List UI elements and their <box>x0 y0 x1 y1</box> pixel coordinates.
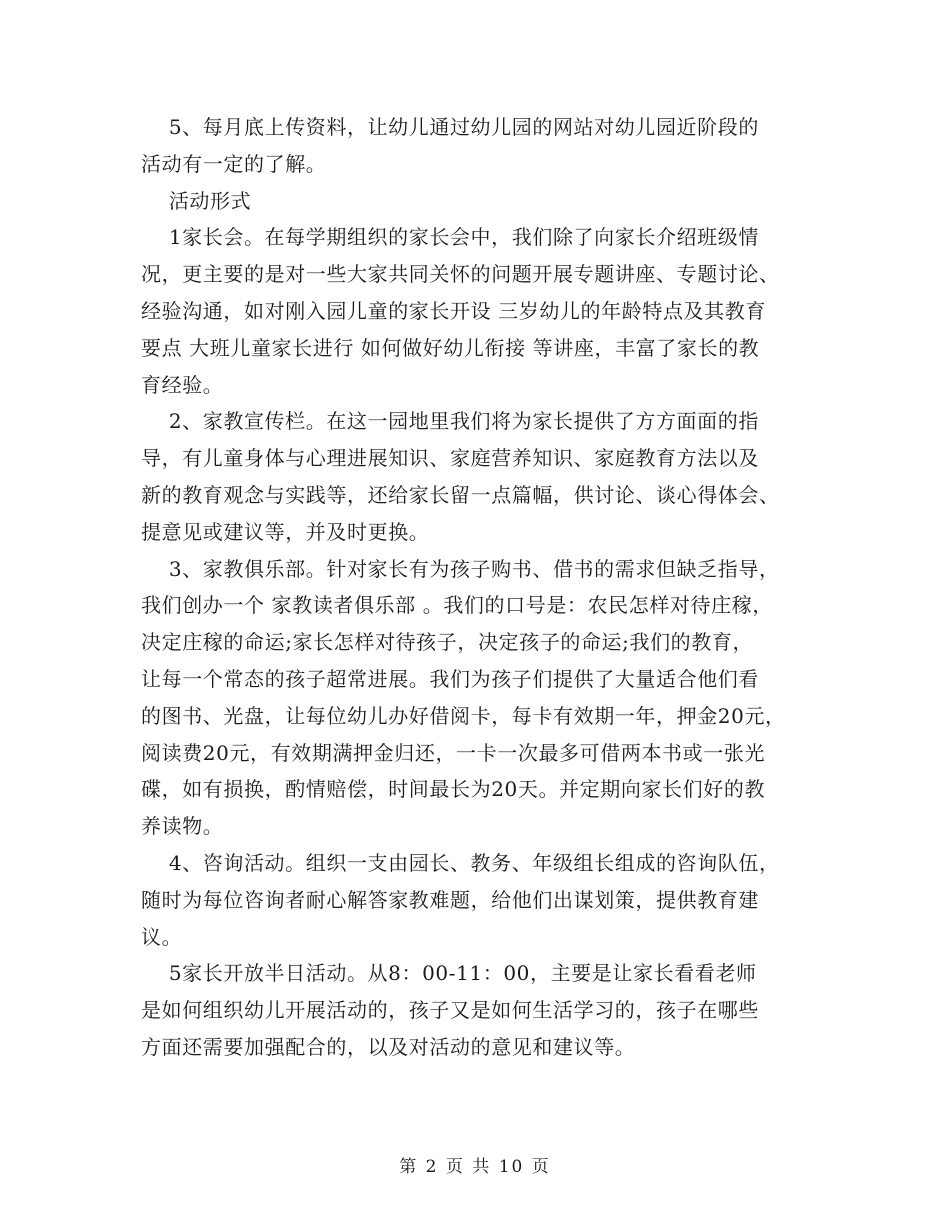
text-line: 5家长开放半日活动。从8：00-11：00，主要是让家长看看老师 <box>141 961 757 986</box>
text-line: 碟，如有损换，酌情赔偿，时间最长为20天。并定期向家长们好的教 <box>141 777 766 802</box>
text-line: 新的教育观念与实践等，还给家长留一点篇幅，供讨论、谈心得体会、 <box>141 482 780 507</box>
text-line: 5、每月底上传资料，让幼儿通过幼儿园的网站对幼儿园近阶段的 <box>141 115 759 139</box>
text-line: 决定庄稼的命运;家长怎样对待孩子，决定孩子的命运;我们的教育， <box>141 630 754 655</box>
text-line: 议。 <box>141 924 183 949</box>
text-line: 阅读费20元，有效期满押金归还，一卡一次最多可借两本书或一张光 <box>141 740 766 765</box>
section-heading: 活动形式 <box>141 188 252 213</box>
text-line: 的图书、光盘，让每位幼儿办好借阅卡，每卡有效期一年，押金20元， <box>141 703 786 728</box>
text-line: 4、咨询活动。组织一支由园长、教务、年级组长组成的咨询队伍， <box>141 850 780 875</box>
text-line: 经验沟通，如对刚入园儿童的家长开设 三岁幼儿的年龄特点及其教育 <box>141 298 766 323</box>
text-line: 是如何组织幼儿开展活动的，孩子又是如何生活学习的，孩子在哪些 <box>141 998 759 1023</box>
text-line: 养读物。 <box>141 814 224 839</box>
document-body <box>141 109 821 1066</box>
text-line: 活动有一定的了解。 <box>141 151 327 176</box>
text-line: 我们创办一个 家教读者俱乐部 。我们的口号是：农民怎样对待庄稼， <box>141 593 773 618</box>
text-line: 导，有儿童身体与心理进展知识、家庭营养知识、家庭教育方法以及 <box>141 446 759 471</box>
text-line: 要点 大班儿童家长进行 如何做好幼儿衔接 等讲座，丰富了家长的教 <box>141 335 760 360</box>
text-line: 让每一个常态的孩子超常进展。我们为孩子们提供了大量适合他们看 <box>141 666 759 691</box>
text-line: 方面还需要加强配合的，以及对活动的意见和建议等。 <box>141 1034 636 1059</box>
text-line: 况，更主要的是对一些大家共同关怀的问题开展专题讲座、专题讨论、 <box>141 262 780 287</box>
text-line: 提意见或建议等，并及时更换。 <box>141 519 430 544</box>
text-line: 育经验。 <box>141 372 224 397</box>
text-line: 3、家教俱乐部。针对家长有为孩子购书、借书的需求但缺乏指导， <box>141 556 780 581</box>
text-line: 随时为每位咨询者耐心解答家教难题，给他们出谋划策，提供教育建 <box>141 887 759 912</box>
page-number-footer: 第 2 页 共 10 页 <box>399 1157 551 1177</box>
text-line: 1家长会。在每学期组织的家长会中，我们除了向家长介绍班级情 <box>141 225 759 250</box>
text-line: 2、家教宣传栏。在这一园地里我们将为家长提供了方方面面的指 <box>141 409 759 434</box>
